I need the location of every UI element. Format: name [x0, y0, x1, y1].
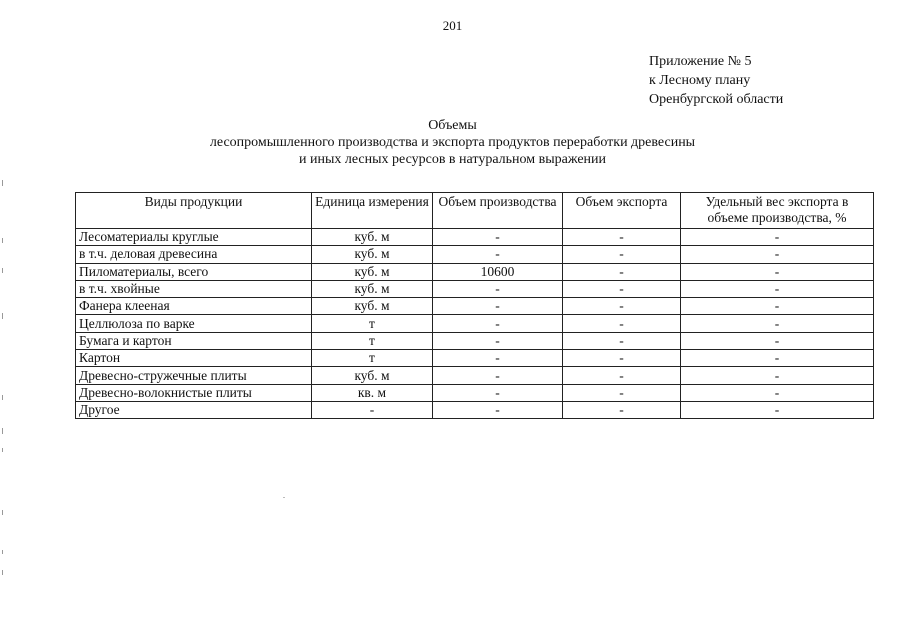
cell-export-volume: - [563, 401, 681, 418]
table-row [76, 229, 874, 246]
cell-product-name: в т.ч. хвойные [76, 280, 312, 297]
cell-unit: т [312, 332, 433, 349]
appendix-line-2: к Лесному плану [649, 73, 751, 88]
cell-product-name: Бумага и картон [76, 332, 312, 349]
production-table [75, 192, 874, 419]
header-export-share: Удельный вес экспорта в объеме производства, % [681, 193, 874, 229]
table-row [76, 263, 874, 280]
cell-export-share: - [681, 401, 874, 418]
cell-export-volume: - [563, 367, 681, 384]
header-product-type: Виды продукции [76, 193, 312, 229]
appendix-line-1: Приложение № 5 [649, 54, 752, 69]
cell-production-volume: 10600 [433, 263, 563, 280]
cell-product-name: Картон [76, 350, 312, 367]
header-unit: Единица измерения [312, 193, 433, 229]
cell-product-name: Фанера клееная [76, 298, 312, 315]
cell-unit: куб. м [312, 280, 433, 297]
cell-product-name: Пиломатериалы, всего [76, 263, 312, 280]
cell-export-share: - [681, 246, 874, 263]
table-body [76, 229, 874, 419]
cell-product-name: Целлюлоза по варке [76, 315, 312, 332]
cell-production-volume: - [433, 367, 563, 384]
header-production-volume: Объем производства [433, 193, 563, 229]
cell-unit: кв. м [312, 384, 433, 401]
cell-product-name: Древесно-стружечные плиты [76, 367, 312, 384]
cell-export-volume: - [563, 315, 681, 332]
cell-production-volume: - [433, 315, 563, 332]
table-row [76, 280, 874, 297]
appendix-note [649, 52, 783, 109]
cell-export-volume: - [563, 332, 681, 349]
appendix-line-3: Оренбургской области [649, 92, 784, 107]
cell-export-share: - [681, 384, 874, 401]
cell-export-share: - [681, 367, 874, 384]
table-row [76, 298, 874, 315]
header-export-volume: Объем экспорта [563, 193, 681, 229]
cell-export-share: - [681, 280, 874, 297]
cell-unit: куб. м [312, 367, 433, 384]
cell-unit: куб. м [312, 246, 433, 263]
table-row [76, 315, 874, 332]
cell-production-volume: - [433, 246, 563, 263]
cell-export-share: - [681, 298, 874, 315]
title-line-2: лесопромышленного производства и экспорта продуктов переработки древесины [209, 135, 696, 150]
table-row [76, 367, 874, 384]
cell-export-volume: - [563, 263, 681, 280]
cell-export-volume: - [563, 298, 681, 315]
cell-product-name: Лесоматериалы круглые [76, 229, 312, 246]
table-row [76, 332, 874, 349]
table-header-row [76, 193, 874, 229]
scan-speck [283, 497, 285, 498]
cell-export-share: - [681, 350, 874, 367]
cell-export-share: - [681, 263, 874, 280]
title-line-1: Объемы [428, 118, 477, 133]
cell-production-volume: - [433, 280, 563, 297]
cell-export-share: - [681, 332, 874, 349]
cell-unit: т [312, 350, 433, 367]
cell-unit: куб. м [312, 263, 433, 280]
table-row [76, 401, 874, 418]
cell-unit: т [312, 315, 433, 332]
cell-unit: куб. м [312, 229, 433, 246]
cell-export-volume: - [563, 384, 681, 401]
page-number: 201 [442, 18, 463, 33]
document-title [0, 117, 905, 168]
table-row [76, 384, 874, 401]
scan-margin-marks [2, 180, 6, 600]
cell-unit: куб. м [312, 298, 433, 315]
cell-export-volume: - [563, 350, 681, 367]
cell-export-share: - [681, 315, 874, 332]
cell-production-volume: - [433, 401, 563, 418]
table-row [76, 246, 874, 263]
cell-product-name: Другое [76, 401, 312, 418]
cell-production-volume: - [433, 384, 563, 401]
cell-production-volume: - [433, 332, 563, 349]
cell-unit: - [312, 401, 433, 418]
cell-production-volume: - [433, 229, 563, 246]
cell-product-name: Древесно-волокнистые плиты [76, 384, 312, 401]
cell-product-name: в т.ч. деловая древесина [76, 246, 312, 263]
cell-production-volume: - [433, 298, 563, 315]
cell-production-volume: - [433, 350, 563, 367]
table-row [76, 350, 874, 367]
cell-export-volume: - [563, 229, 681, 246]
title-line-3: и иных лесных ресурсов в натуральном выражении [298, 152, 607, 167]
cell-export-volume: - [563, 246, 681, 263]
cell-export-volume: - [563, 280, 681, 297]
cell-export-share: - [681, 229, 874, 246]
